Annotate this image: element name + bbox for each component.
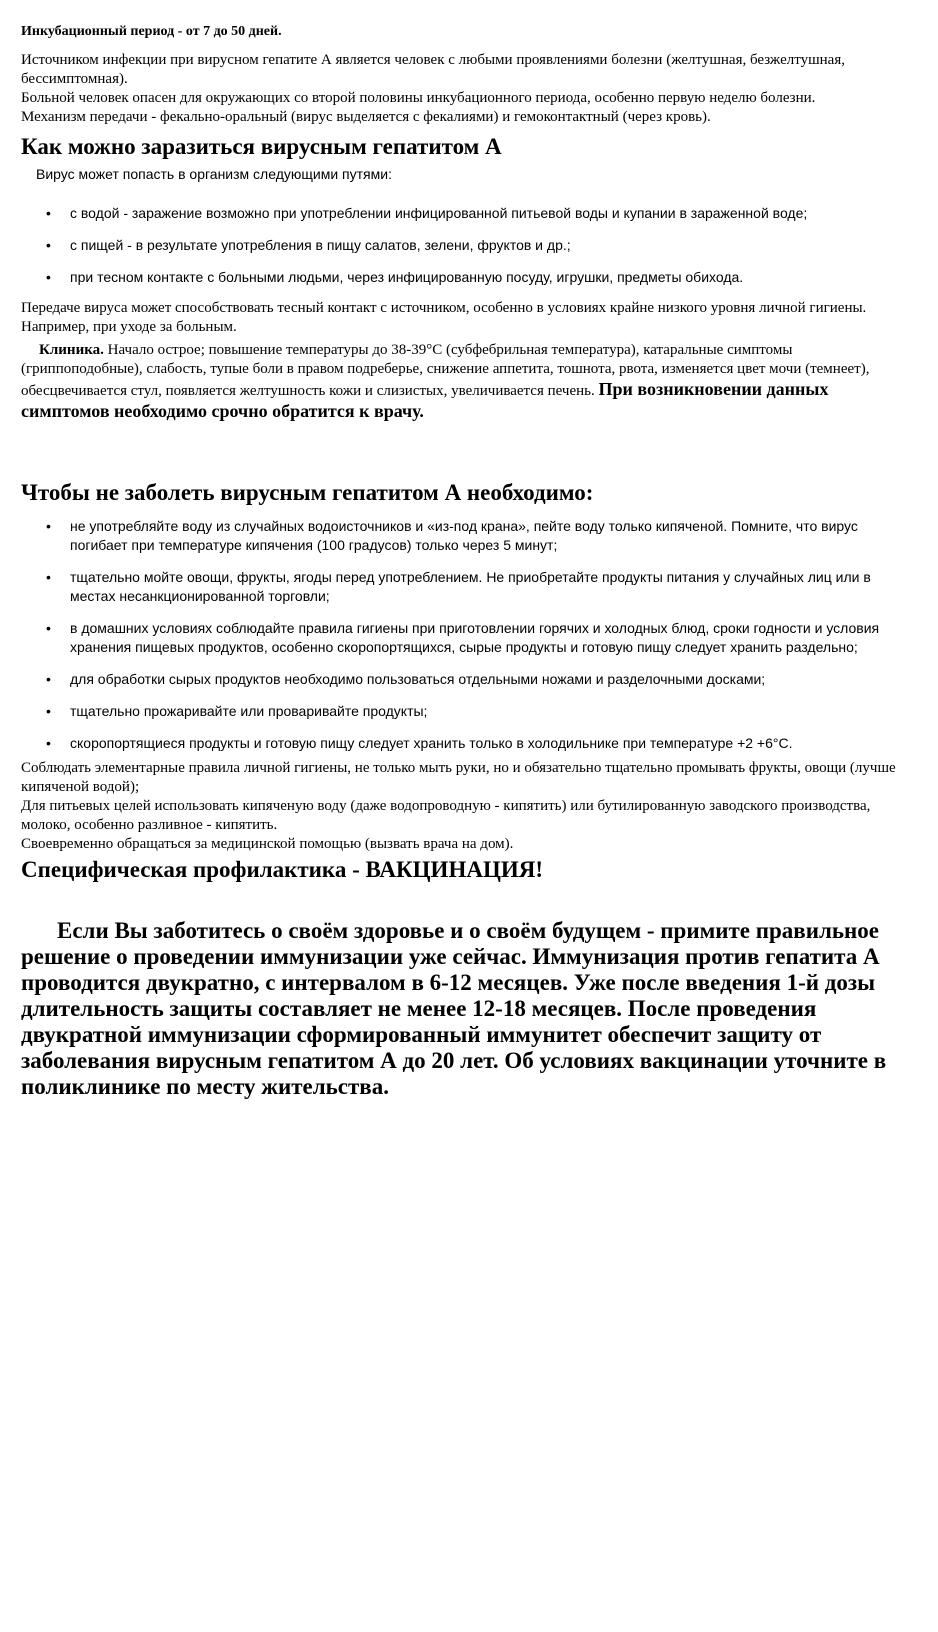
- prevention-list: [21, 517, 911, 753]
- list-item: • при тесном контакте с больными людьми, через инфицированную посуду, игрушки, предметы обихода.: [46, 269, 744, 285]
- bullet-icon: •: [46, 237, 51, 253]
- vaccination-heading: Специфическая профилактика - ВАКЦИНАЦИЯ!: [21, 857, 543, 882]
- bullet-icon: •: [46, 671, 51, 687]
- list-item: • тщательно прожаривайте или проваривайте продукты;: [46, 703, 428, 719]
- list-item: • в домашних условиях соблюдайте правила гигиены при приготовлении горячих и холодных блюд, сроки годности и условия хранения пищевых продуктов, особенно скоропортящихся, сырые продукты и готовую пищу следует хранить раздельно;: [46, 620, 880, 655]
- bullet-icon: •: [46, 518, 51, 534]
- incubation-period: Инкубационный период - от 7 до 50 дней.: [21, 24, 282, 39]
- infection-heading: Как можно заразиться вирусным гепатитом А: [21, 134, 502, 159]
- prevention-heading: Чтобы не заболеть вирусным гепатитом А необходимо:: [21, 480, 594, 505]
- document-page: [21, 0, 911, 1100]
- drinking-note: Для питьевых целей использовать кипяченую воду (даже водопроводную - кипятить) или бутилированную заводского производства, молоко, особенно разливное - кипятить.: [21, 798, 871, 833]
- contact-note: Передаче вируса может способствовать тесный контакт с источником, особенно в условиях крайне низкого уровня личной гигиены. Например, при уходе за больным.: [21, 300, 867, 335]
- bullet-icon: •: [46, 569, 51, 585]
- list-item: • тщательно мойте овощи, фрукты, ягоды перед употреблением. Не приобретайте продукты питания у случайных лиц или в местах несанкционированной торговли;: [46, 569, 871, 604]
- list-item: • скоропортящиеся продукты и готовую пищу следует хранить только в холодильнике при температуре +2 +6°С.: [46, 735, 793, 751]
- bullet-icon: •: [46, 620, 51, 636]
- clinic-warning: При возникновении данных симптомов необходимо срочно обратится к врачу.: [21, 379, 829, 421]
- bullet-icon: •: [46, 205, 51, 221]
- vaccination-text: Если Вы заботитесь о своём здоровье и о своём будущем - примите правильное решение о проведении иммунизации уже сейчас. Иммунизация против гепатита А проводится двукратно, с интервалом в 6-12 месяцев. Уже после введения 1-й дозы длительность защиты составляет не менее 12-18 месяцев. После проведения двукратной иммунизации сформированный иммунитет обеспечит защиту от заболевания вирусным гепатитом А до 20 лет. Об условиях вакцинации уточните в поликлинике по месту жительства.: [21, 918, 887, 1099]
- bullet-icon: •: [46, 735, 51, 751]
- infection-source: Источником инфекции при вирусном гепатите А является человек с любыми проявлениями болезни (желтушная, безжелтушная, бессимптомная).: [21, 52, 845, 87]
- bullet-icon: •: [46, 269, 51, 285]
- list-item: • с пищей - в результате употребления в пищу салатов, зелени, фруктов и др.;: [46, 237, 571, 253]
- list-item: • не употребляйте воду из случайных водоисточников и «из-под крана», пейте воду только кипяченой. Помните, что вирус погибает при температуре кипячения (100 градусов) только через 5 минут;: [46, 518, 858, 553]
- infection-lead: Вирус может попасть в организм следующими путями:: [36, 166, 392, 182]
- list-item: • для обработки сырых продуктов необходимо пользоваться отдельными ножами и разделочными досками;: [46, 671, 766, 687]
- list-item: • с водой - заражение возможно при употреблении инфицированной питьевой воды и купании в зараженной воде;: [46, 205, 808, 221]
- clinic-text: Начало острое; повышение температуры до 38-39°С (субфебрильная температура), катаральные симптомы (гриппоподобные), слабость, тупые боли в правом подреберье, снижение аппетита, тошнота, рвота, изменяется цвет мочи (темнеет), обесцвечивается стул, появляется желтушность кожи и слизистых, увеличивается печень.: [21, 342, 870, 399]
- transmission-mechanism: Механизм передачи - фекально-оральный (вирус выделяется с фекалиями) и гемоконтактный (через кровь).: [21, 109, 711, 125]
- patient-danger: Больной человек опасен для окружающих со второй половины инкубационного периода, особенно первую неделю болезни.: [21, 90, 816, 106]
- bullet-icon: •: [46, 703, 51, 719]
- hygiene-note: Соблюдать элементарные правила личной гигиены, не только мыть руки, но и обязательно тщательно промывать фрукты, овощи (лучше кипяченой водой);: [21, 760, 896, 795]
- doctor-note: Своевременно обращаться за медицинской помощью (вызвать врача на дом).: [21, 836, 514, 852]
- clinic-paragraph: [21, 341, 911, 423]
- infection-routes-list: [21, 204, 911, 287]
- clinic-label: Клиника.: [39, 342, 104, 358]
